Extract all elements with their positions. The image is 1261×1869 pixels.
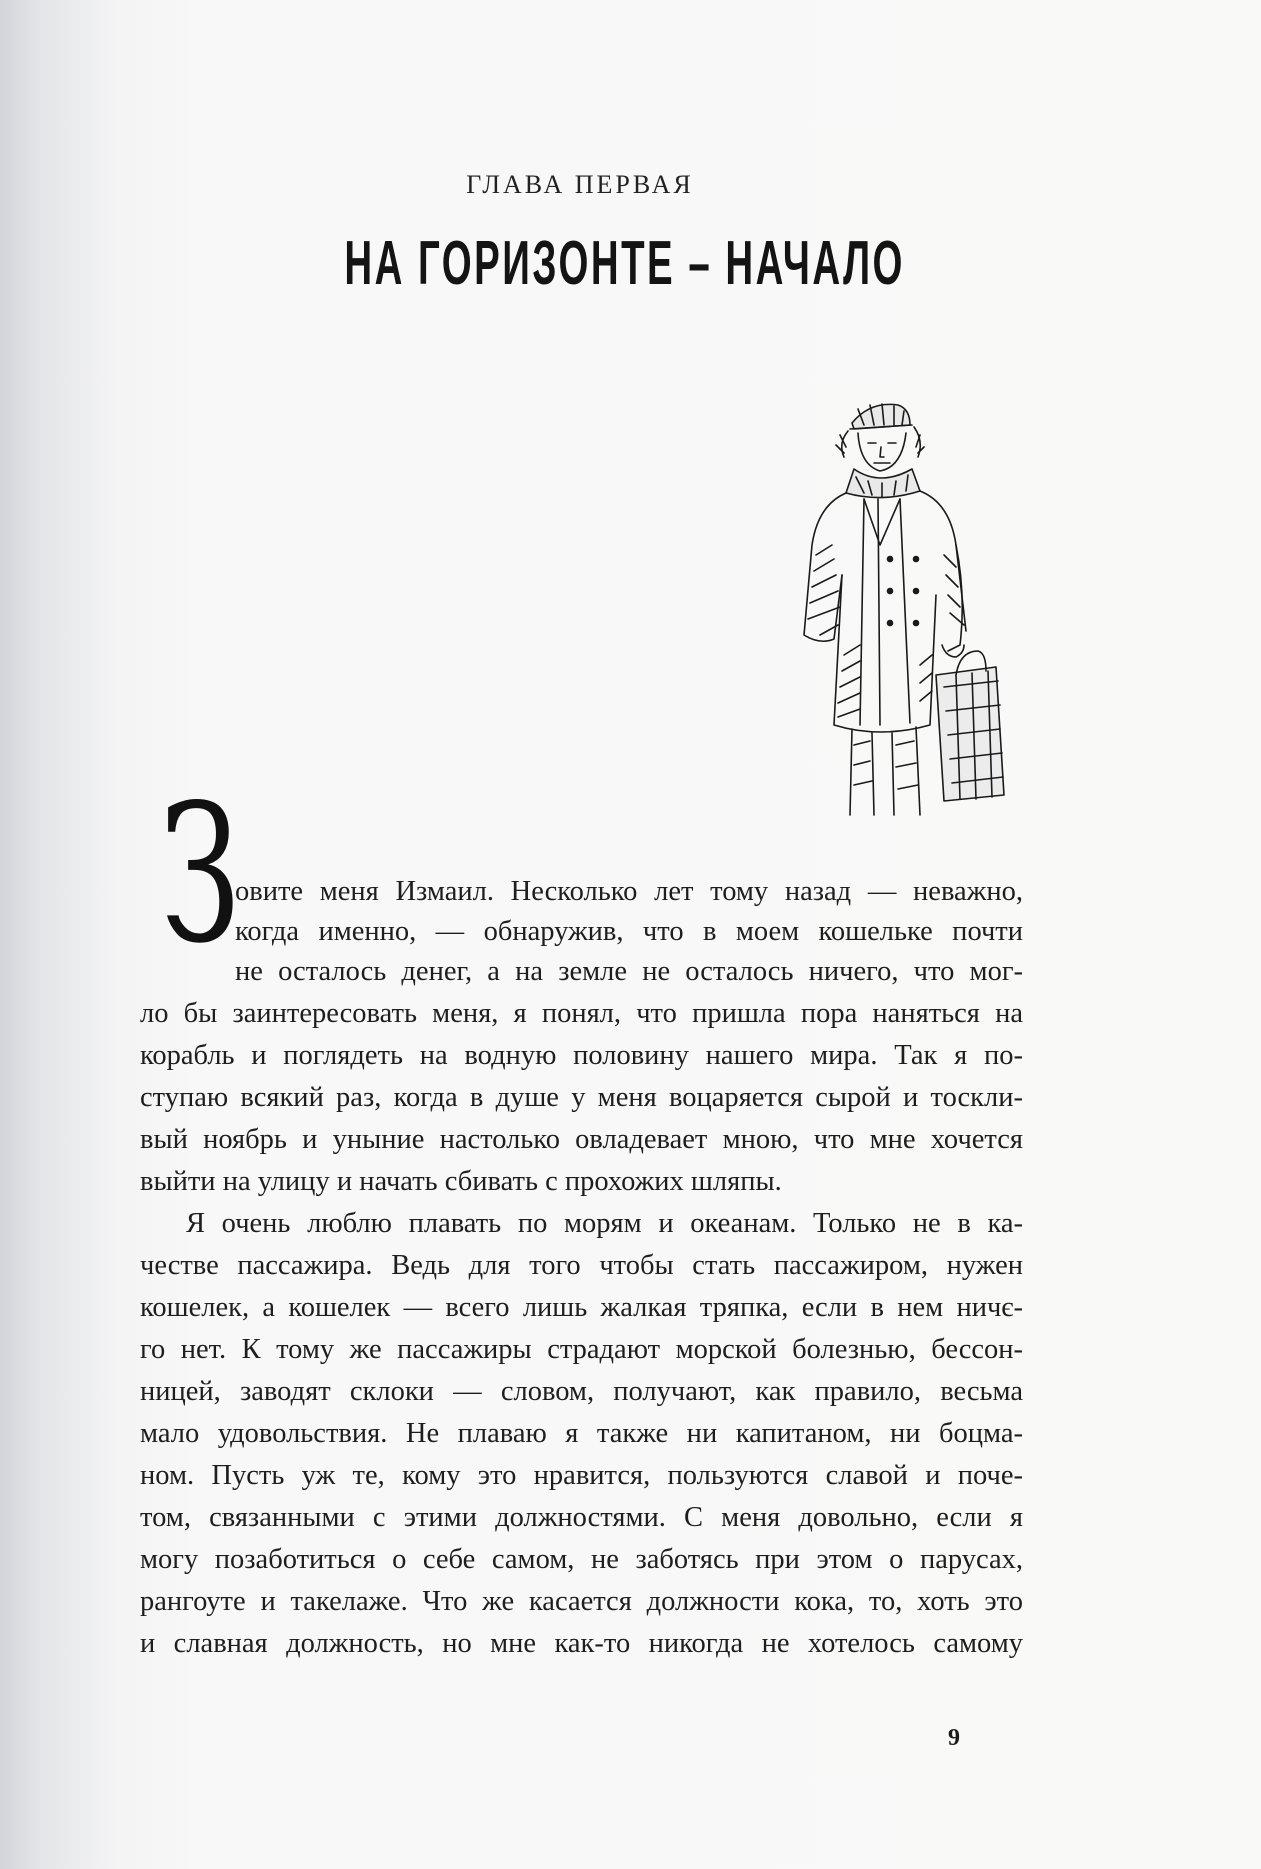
paragraph-2-line-10: рангоуте и такелаже. Что же касается должности кока, то, хоть это bbox=[140, 1586, 1023, 1617]
paragraph-1-line-2: когда именно, — обнаружив, что в моем кошельке почти bbox=[235, 916, 1023, 947]
paragraph-1-line-3: не осталось денег, а на земле не осталось ничего, что мог- bbox=[235, 956, 1023, 987]
paragraph-2-line-8: том, связанными с этими должностями. С меня довольно, если я bbox=[140, 1502, 1023, 1533]
chapter-title: НА ГОРИЗОНТЕ – НАЧАЛО bbox=[344, 229, 905, 298]
paragraph-2-line-4: го нет. К тому же пассажиры страдают морской болезнью, бессон- bbox=[140, 1334, 1023, 1365]
drop-cap-letter: З bbox=[160, 764, 241, 985]
paragraph-2-line-1: Я очень люблю плавать по морям и океанам. Только не в ка- bbox=[186, 1208, 1023, 1239]
paragraph-2-line-9: могу позаботиться о себе самом, не заботясь при этом о парусах, bbox=[140, 1544, 1023, 1575]
paragraph-2-line-5: ницей, заводят склоки — словом, получают, как правило, весьма bbox=[140, 1376, 1023, 1407]
paragraph-1-line-7: вый ноябрь и уныние настолько овладевает мною, что мне хочется bbox=[140, 1124, 1023, 1155]
paragraph-1-line-4: ло бы заинтересовать меня, я понял, что пришла пора наняться на bbox=[140, 998, 1023, 1029]
paragraph-2-line-6: мало удовольствия. Не плаваю я также ни капитаном, ни боцма- bbox=[140, 1418, 1023, 1449]
paragraph-1-line-8: выйти на улицу и начать сбивать с прохожих шляпы. bbox=[140, 1166, 782, 1197]
paragraph-2-line-2: честве пассажира. Ведь для того чтобы стать пассажиром, нужен bbox=[140, 1250, 1023, 1281]
chapter-label: ГЛАВА ПЕРВАЯ bbox=[466, 170, 694, 199]
paragraph-1-line-5: корабль и поглядеть на водную половину нашего мира. Так я по- bbox=[140, 1040, 1023, 1071]
man-in-coat-illustration bbox=[760, 395, 1010, 825]
paragraph-2-line-3: кошелек, а кошелек — всего лишь жалкая тряпка, если в нем ничє- bbox=[140, 1292, 1023, 1323]
paragraph-1-line-1: овите меня Измаил. Несколько лет тому назад — неважно, bbox=[235, 876, 1023, 907]
page-number: 9 bbox=[948, 1725, 960, 1751]
paragraph-2-line-7: ном. Пусть уж те, кому это нравится, пользуются славой и поче- bbox=[140, 1460, 1023, 1491]
paragraph-1-line-6: ступаю всякий раз, когда в душе у меня воцаряется сырой и тоскли- bbox=[140, 1082, 1023, 1113]
paragraph-2-line-11: и славная должность, но мне как-то никогда не хотелось самому bbox=[140, 1628, 1023, 1659]
